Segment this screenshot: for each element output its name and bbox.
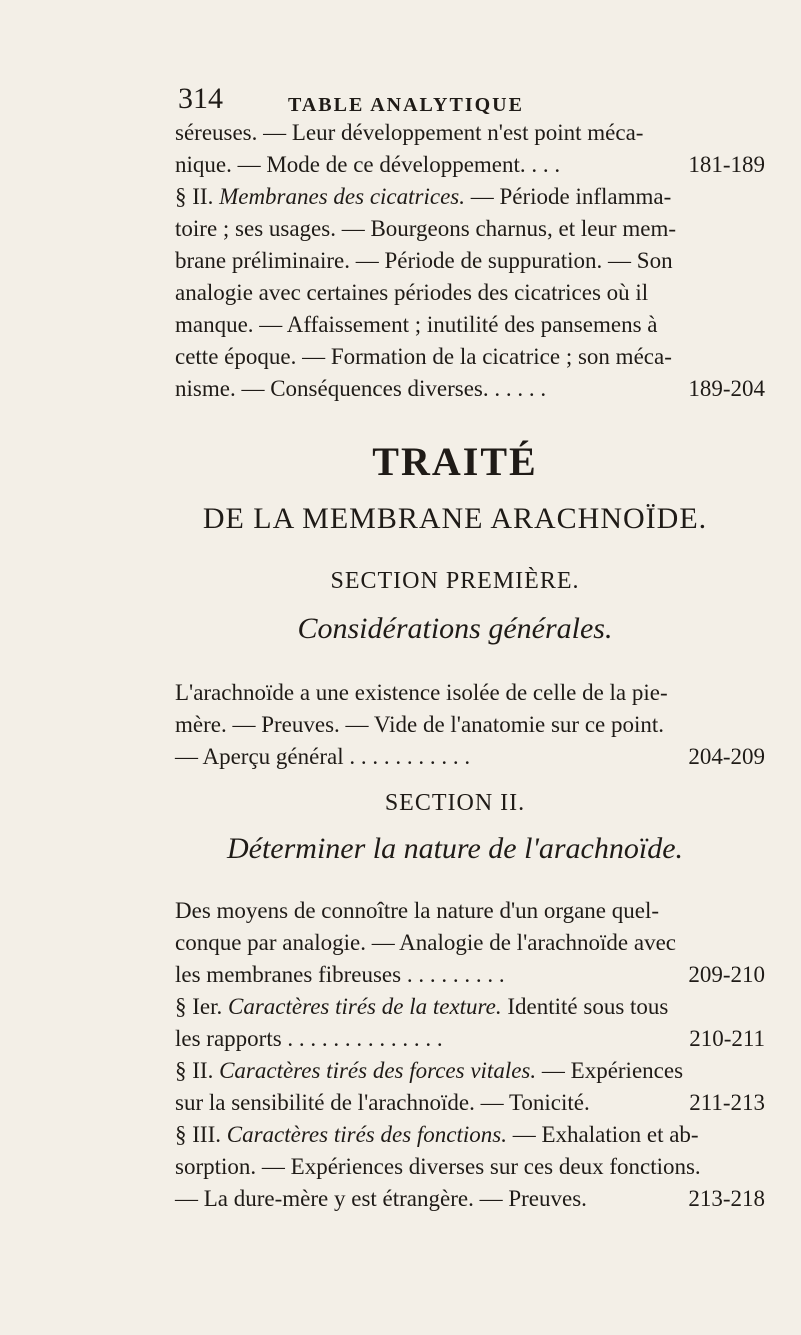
treatise-subtitle: DE LA MEMBRANE ARACHNOÏDE. bbox=[202, 502, 708, 535]
page-range: 213-218 bbox=[688, 1186, 765, 1211]
page-number: 314 bbox=[178, 82, 223, 115]
line-text: — Aperçu général . . . . . . . . . . . bbox=[175, 744, 471, 769]
italic-heading: Caractères tirés des fonctions. bbox=[226, 1122, 507, 1147]
line-text: — Période inflamma- bbox=[464, 184, 672, 209]
paragraph-mark: § II. bbox=[175, 184, 214, 209]
line-text: — Expériences bbox=[536, 1058, 684, 1083]
text-line: brane préliminaire. — Période de suppuration. — Son bbox=[175, 248, 673, 273]
text-line bbox=[175, 992, 765, 1022]
text-line bbox=[175, 1024, 765, 1054]
text-line bbox=[175, 1120, 765, 1150]
text-line: analogie avec certaines périodes des cicatrices où il bbox=[175, 280, 649, 305]
paragraph-mark: § II. bbox=[175, 1058, 214, 1083]
page-range: 211-213 bbox=[689, 1090, 765, 1115]
text-line: Des moyens de connoître la nature d'un organe quel- bbox=[175, 898, 660, 923]
line-text: sur la sensibilité de l'arachnoïde. — Tonicité. bbox=[175, 1090, 590, 1115]
text-line bbox=[175, 150, 765, 180]
paragraph-mark: § Ier. bbox=[175, 994, 223, 1019]
line-text: nique. — Mode de ce développement. . . . bbox=[175, 152, 561, 177]
line-text: Identité sous tous bbox=[501, 994, 669, 1019]
text-line bbox=[175, 742, 765, 772]
page-range: 209-210 bbox=[688, 962, 765, 987]
text-line: séreuses. — Leur développement n'est point méca- bbox=[175, 120, 644, 145]
text-line: sorption. — Expériences diverses sur ces deux fonctions. bbox=[175, 1154, 701, 1179]
text-line bbox=[175, 960, 765, 990]
text-line bbox=[175, 182, 765, 212]
text-line bbox=[175, 1184, 765, 1214]
page-range: 204-209 bbox=[688, 744, 765, 769]
line-text: les rapports . . . . . . . . . . . . . . bbox=[175, 1026, 443, 1051]
text-line: manque. — Affaissement ; inutilité des pansemens à bbox=[175, 312, 658, 337]
text-line: conque par analogie. — Analogie de l'arachnoïde avec bbox=[175, 930, 676, 955]
header-title: TABLE ANALYTIQUE bbox=[288, 94, 524, 116]
text-line bbox=[175, 1056, 765, 1086]
treatise-title: TRAITÉ bbox=[372, 439, 538, 484]
line-text: les membranes fibreuses . . . . . . . . . bbox=[175, 962, 505, 987]
text-line: L'arachnoïde a une existence isolée de celle de la pie- bbox=[175, 680, 668, 705]
running-head bbox=[178, 82, 638, 122]
section-heading: SECTION PREMIÈRE. bbox=[330, 568, 580, 594]
paragraph-mark: § III. bbox=[175, 1122, 221, 1147]
text-line: mère. — Preuves. — Vide de l'anatomie sur ce point. bbox=[175, 712, 665, 737]
line-text: — La dure-mère y est étrangère. — Preuves. bbox=[175, 1186, 587, 1211]
italic-heading: Caractères tirés de la texture. bbox=[228, 994, 502, 1019]
line-text: — Exhalation et ab- bbox=[506, 1122, 699, 1147]
text-line: toire ; ses usages. — Bourgeons charnus, et leur mem- bbox=[175, 216, 676, 241]
text-line: cette époque. — Formation de la cicatrice ; son méca- bbox=[175, 344, 672, 369]
page-range: 181-189 bbox=[688, 152, 765, 177]
page-range: 210-211 bbox=[689, 1026, 765, 1051]
italic-heading: Membranes des cicatrices. bbox=[219, 184, 465, 209]
text-line bbox=[175, 374, 765, 404]
page-range: 189-204 bbox=[688, 376, 765, 401]
section-heading: SECTION II. bbox=[384, 790, 526, 816]
text-line bbox=[175, 1088, 765, 1118]
section-subheading: Déterminer la nature de l'arachnoïde. bbox=[226, 832, 684, 865]
italic-heading: Caractères tirés des forces vitales. bbox=[219, 1058, 537, 1083]
section-subheading: Considérations générales. bbox=[297, 612, 613, 645]
line-text: nisme. — Conséquences diverses. . . . . . bbox=[175, 376, 547, 401]
